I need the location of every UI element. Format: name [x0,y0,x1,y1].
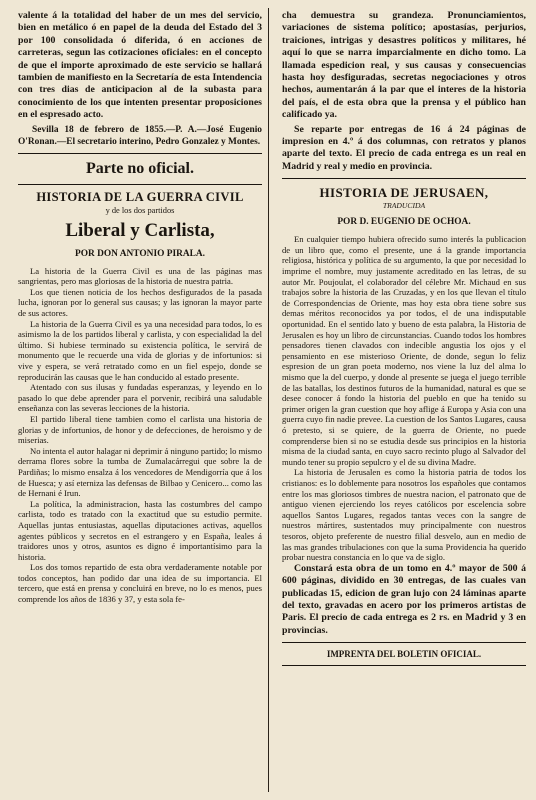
author-left: POR DON ANTONIO PIRALA. [74,248,206,259]
paragraph: Constará esta obra de un tomo en 4.º mayor de 500 á 600 páginas, dividido en 30 entregas, de las cuales van publicadas 15, edicion de gran lujo con 24 láminas aparte del texto, gravadas en acero por los primeros artistas de Paris. El precio de cada entrega es 2 rs. en Madrid y 3 en provincias. [282,562,526,636]
author-right: POR D. EUGENIO DE OCHOA. [337,217,471,228]
signature: Sevilla 18 de febrero de 1855.—P. A.—José Eugenio O'Ronan.—El secretario interino, Pedro Gonzalez y Montes. [18,124,262,147]
right-column [282,10,526,671]
imprenta: IMPRENTA DEL BOLETIN OFICIAL. [326,649,482,660]
left-intro-text: valente á la totalidad del haber de un mes del servicio, bien en metálico ó en papel de la deuda del Estado del 3 por 100 consolidada ó diferida, ó en acciones de carreteras, segun las cotizaciones oficiales: en el concepto de que el importe aproximado de este servicio se hallará tambien de manifiesto en la Secretaría de esta Intendencia con tres dias de anticipacion al de la subasta para conocimiento de los que intenten presentar proposiciones en el espresado acto. [18,10,262,121]
article-title-right: HISTORIA DE JERUSAEN, [319,185,489,201]
paragraph: Atentado con sus ilusas y fundadas esperanzas, y leyendo en lo pasado lo que debe aprender para el porvenir, recibirá una saludable enseñanza con las severas lecciones de la historia. [18,382,262,414]
column-divider [268,8,269,792]
rule [282,665,526,666]
paragraph: La historia de la Guerra Civil es una de las páginas mas sangrientas, pero mas gloriosas de la historia de nuestra patria. [18,265,262,287]
paragraph: La historia de Jerusalen es como la historia patria de todos los cristianos: es lo doblemente para nosotros los españoles que contamos entre los mas gloriosos timbres de nuestra nacion, el patronato que de antiguo vienen ejerciendo los reyes católicos por escelencia sobre aquellos Santos Lugares, regados tantas veces con la sangre de nuestros mártires, sustentados muy principalmente con nuestros tesoros, objeto preferente de nuestro filial desvelo, aun en medio de las mas grandes tribulaciones con que la suma Providencia ha querido probar nuestra constancia en lo que va de siglo. [282,467,526,563]
rule [282,178,526,179]
paragraph: La historia de la Guerra Civil es ya una necesidad para todos, lo es asimismo la de los partidos liberal y carlista, y con especialidad la del último. Si hubiese terminado su existencia política, le servirá de monumento que le recuerde una vida de glorias y de infortunios: si vive y espera, se verá retratado como en un fiel espejo, donde se reproducirán las causas que le han conducido al estado presente. [18,318,262,382]
rule [18,184,262,185]
article-title-left: HISTORIA DE LA GUERRA CIVIL [36,189,244,204]
paragraph: El partido liberal tiene tambien como el carlista una historia de glorias y de infortunios, de honor y de defecciones, de heroismo y de miserias. [18,413,262,446]
paragraph: En cualquier tiempo hubiera ofrecido sumo interés la publicacion de un libro que, como el presente, une á la grande importancia religiosa, histórica y política de su argumento, la que por necesidad lo imprime el nombre, muy justamente acreditado en las letras, de su autor Mr. Poujoulat, el colaborador del célebre Mr. Michaud en sus trabajos sobre la historia de las Cruzadas, y en los que llevan el título de Correspondencias de Oriente, mas hoy esta obra tiene sobre sus demas méritos reconocidos ya por todos, el de una indisputable oportunidad. En el sentido lato y bueno de esta palabra, la Historia de Jerusalen es hoy un libro de circunstancias. Cuando todos los hombres pensadores tienen clavados con indecible angustia los ojos y el pensamiento en ese misterioso Oriente, de donde, segun lo feliz espresion de un gran poeta moderno, nos viene la luz del alma lo mismo que la del cuerpo, y donde al presente se juega el juego terrible de las batallas, los destinos futuros de la humanidad, natural es que se desee conocer á fondo la historia del pueblo en que ha tenido su primer origen la gran cuestion que hoy aflige á Europa y Asia con una guerra cuyo fin nadie prevee. La cuestion de los Santos Lugares, causa ó pretesto, si se quiere, de la guerra de Oriente, no puede comprenderse bien si no se estudia desde sus principios en la historia misma de la ciudad santa, en cuyo sacro recinto plugo al Salvador del mundo tener su propio sepulcro y el de su divina Madre. [282,234,526,467]
article-subtitle: y de los dos partidos [105,205,175,215]
article-main-title: Liberal y Carlista, [65,219,215,241]
rule [18,153,262,154]
rule [282,642,526,643]
subscription-info: Se reparte por entregas de 16 á 24 páginas de impresion en 4.º á dos columnas, con retratos y planos aparte del texto. El precio de cada entrega es un real en Madrid y real y medio en provincia. [282,123,526,172]
paragraph: Los dos tomos repartido de esta obra verdaderamente notable por todos conceptos, han podido dar una idea de su importancia. El tercero, que está en prensa y concluirá en breve, no lo es menos, pues comprende los años de 1836 y 37, y esta sola fe- [18,562,262,605]
section-title: Parte no oficial. [86,159,194,177]
left-column [18,10,262,605]
paragraph: Los que tienen noticia de los hechos desfigurados de la pasada lucha, ignoran por lo general sus causas; y las ignoran la mayor parte de sus actores. [18,286,262,319]
paragraph: La política, la administracion, hasta las costumbres del campo carlista, todo es tratado con la exactitud que su estudio permite. Aquellas juntas entusiastas, aquellas diputaciones activas, aquellos agentes públicos y secretos en el estrangero y en España, leales á traidores unos y otros, asuntos es digno é importantísimo para la historia. [18,498,262,562]
translated-label: TRADUCIDA [382,201,426,211]
right-intro-text: cha demuestra su grandeza. Pronunciamientos, variaciones de sistema político; apostasías, perjurios, traiciones, intrigas y desastres políticos y militares, hé aquí lo que se narra imparcialmente en dicho tomo. La llamada espedicion real, y sus causas y consecuencias hasta hoy desfiguradas, secretas negociaciones y otros hechos, aumentarán á la par que el interes de la historia del país, el de esta obra que la prensa y el público han calificado ya. [282,10,526,121]
paragraph: No intenta el autor halagar ni deprimir á ninguno partido; lo mismo derrama flores sobre la tumba de Zumalacárregui que sobre la de Pardiñas; lo mismo ensalza á los vencedores de Mendigorría que á los de Huesca; y así eterniza las defensas de Bilbao y Cenicero... como las de Hernani é Irun. [18,445,262,499]
